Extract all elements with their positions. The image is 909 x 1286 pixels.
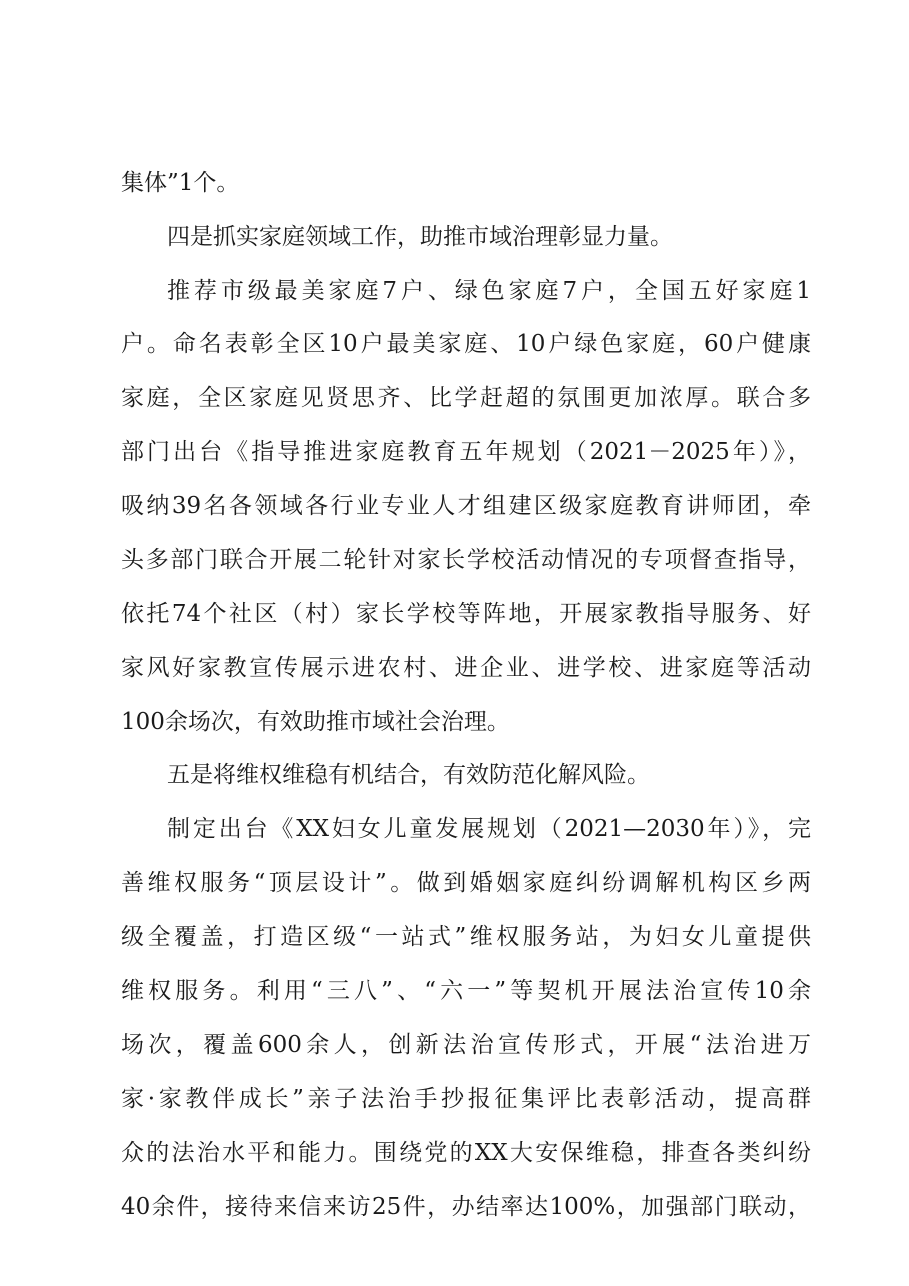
text-line: 善维权服务“顶层设计”。做到婚姻家庭纠纷调解机构区乡两 — [121, 870, 811, 896]
text-line: 吸纳39名各领域各行业专业人才组建区级家庭教育讲师团，牵 — [121, 493, 811, 519]
text-line: 维权服务。利用“三八”、“六一”等契机开展法治宣传10余 — [121, 978, 811, 1004]
section-heading: 四是抓实家庭领域工作，助推市域治理彰显力量。 — [167, 224, 673, 250]
text-line: 众的法治水平和能力。围绕党的XX大安保维稳，排查各类纠纷 — [121, 1140, 811, 1166]
text-line: 户。命名表彰全区10户最美家庭、10户绿色家庭，60户健康 — [121, 331, 811, 357]
text-line: 100余场次，有效助推市域社会治理。 — [121, 709, 510, 735]
text-line: 集体”1个。 — [121, 170, 240, 196]
text-line: 依托74个社区（村）家长学校等阵地，开展家教指导服务、好 — [121, 601, 811, 627]
section-heading: 五是将维权维稳有机结合，有效防范化解风险。 — [167, 762, 650, 788]
text-line: 部门出台《指导推进家庭教育五年规划（2021－2025年）》， — [121, 439, 811, 465]
text-line: 级全覆盖，打造区级“一站式”维权服务站，为妇女儿童提供 — [121, 924, 811, 950]
text-line: 制定出台《XX妇女儿童发展规划（2021—2030年）》，完 — [167, 816, 811, 842]
text-line: 推荐市级最美家庭7户、绿色家庭7户，全国五好家庭1 — [167, 278, 811, 304]
text-line: 场次，覆盖600余人，创新法治宣传形式，开展“法治进万 — [121, 1032, 811, 1058]
text-line: 头多部门联合开展二轮针对家长学校活动情况的专项督查指导， — [121, 547, 811, 573]
text-line: 家庭，全区家庭见贤思齐、比学赶超的氛围更加浓厚。联合多 — [121, 385, 811, 411]
text-line: 40余件，接待来信来访25件，办结率达100%，加强部门联动， — [121, 1194, 811, 1220]
text-line: 家风好家教宣传展示进农村、进企业、进学校、进家庭等活动 — [121, 655, 811, 681]
text-line: 家·家教伴成长”亲子法治手抄报征集评比表彰活动，提高群 — [121, 1086, 811, 1112]
